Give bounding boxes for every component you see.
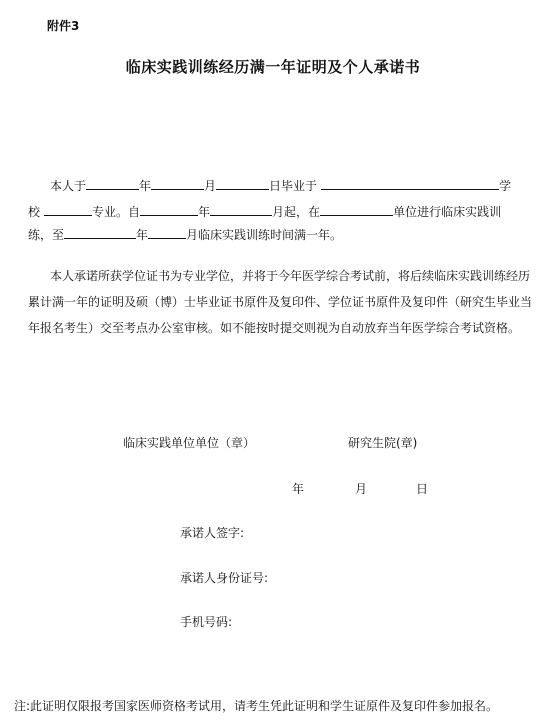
date-month: 月 xyxy=(355,482,368,496)
graduate-school-seal-label: 研究生院(章) xyxy=(348,436,418,450)
label-start-month: 月起，在 xyxy=(272,205,321,219)
label-start-year: 年 xyxy=(198,205,211,219)
label-end-year: 年 xyxy=(136,228,149,242)
blank-grad-month xyxy=(151,177,204,190)
label-end-month: 月临床实践训练时间满一年。 xyxy=(186,228,343,242)
cert-line-3 xyxy=(28,226,342,243)
commitment-paragraph: 本人承诺所获学位证书为专业学位，并将于今年医学综合考试前，将后续临床实践训练经历累计满一年的证明及硕（博）士毕业证书原件及复印件、学位证书原件及复印件（研究生毕业当年报名考生）交至考点办公室审核。如不能按时提交则视为自动放弃当年医学综合考试资格。 xyxy=(28,269,533,335)
phone-label: 手机号码: xyxy=(180,615,233,629)
date-year: 年 xyxy=(292,482,305,496)
label-month: 月 xyxy=(204,179,217,193)
label-school-end: 校 xyxy=(28,205,41,219)
document-title: 临床实践训练经历满一年证明及个人承诺书 xyxy=(125,58,421,76)
blank-unit xyxy=(320,203,393,216)
label-graduated-from: 日毕业于 xyxy=(269,179,318,193)
id-number-label: 承诺人身份证号: xyxy=(180,571,269,585)
label-unit: 单位进行临床实践训 xyxy=(393,205,502,219)
blank-grad-year xyxy=(86,177,139,190)
cert-line-1 xyxy=(28,177,511,194)
blank-end-month xyxy=(148,226,186,239)
unit-seal-label: 临床实践单位单位（章） xyxy=(123,436,256,450)
label-until: 练，至 xyxy=(28,228,65,242)
blank-major xyxy=(44,203,92,216)
blank-start-year xyxy=(140,203,198,216)
blank-start-month xyxy=(210,203,272,216)
label-major: 专业。自 xyxy=(92,205,141,219)
label-year: 年 xyxy=(139,179,152,193)
cert-intro: 本人于 xyxy=(50,179,87,193)
date-day: 日 xyxy=(416,482,429,496)
blank-school xyxy=(321,177,499,190)
blank-end-year xyxy=(64,226,136,239)
cert-line-2 xyxy=(28,203,501,220)
attachment-label: 附件3 xyxy=(47,19,80,33)
footnote: 注:此证明仅限报考国家医师资格考试用，请考生凭此证明和学生证原件及复印件参加报名。 xyxy=(14,699,499,713)
signer-label: 承诺人签字: xyxy=(180,526,245,540)
blank-grad-day xyxy=(216,177,269,190)
label-school-start: 学 xyxy=(499,179,512,193)
